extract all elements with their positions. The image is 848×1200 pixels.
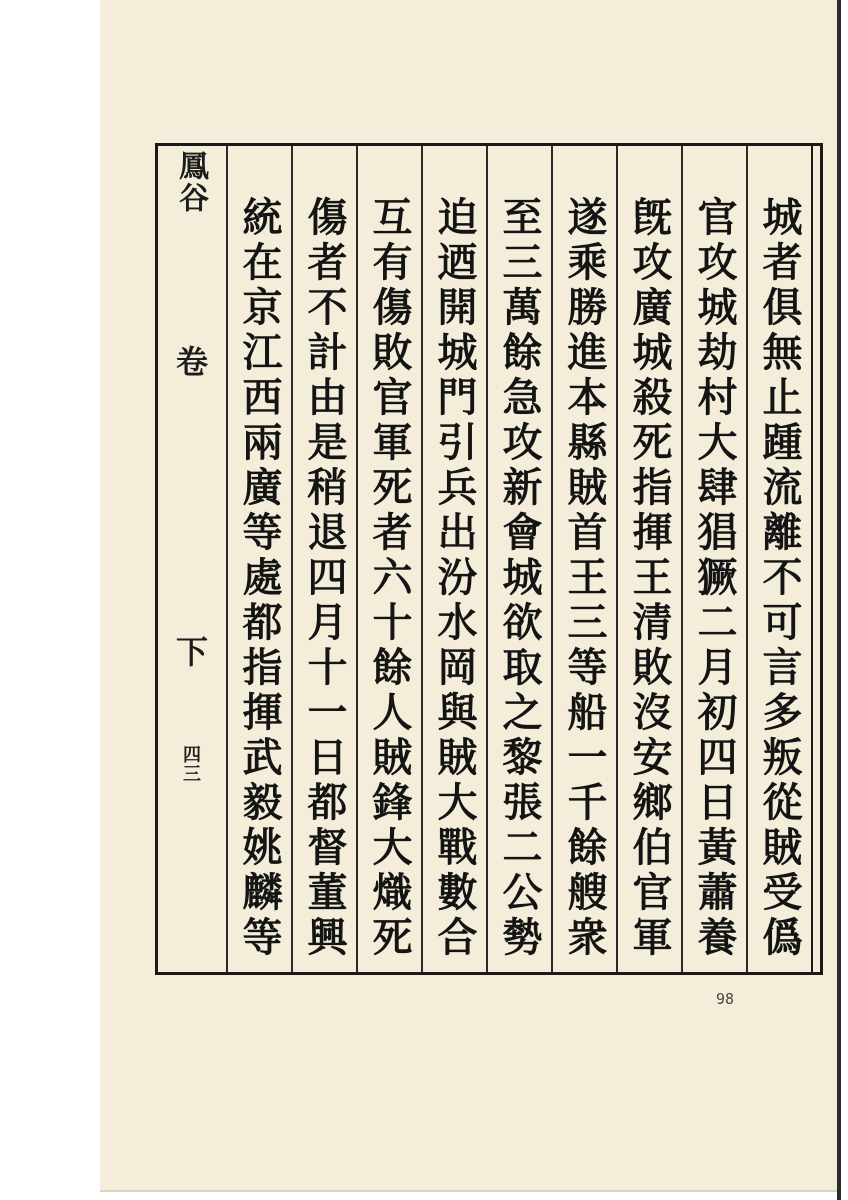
margin-folio-number: 四三 xyxy=(180,745,201,783)
margin-juan: 卷 xyxy=(171,345,209,377)
frame-right-border xyxy=(820,143,823,975)
text-column: 迫迺開城門引兵出汾水岡與賊大戰數合 xyxy=(431,196,478,961)
text-column: 城者俱無止踵流離不可言多叛從賊受僞 xyxy=(756,196,803,961)
text-column: 互有傷敗官軍死者六十餘人賊鋒大熾死 xyxy=(366,196,413,961)
paper-bottom-edge xyxy=(100,1190,837,1192)
text-column: 統在京江西兩廣等處都指揮武毅姚麟等 xyxy=(236,196,283,961)
frame-bottom-border xyxy=(155,972,823,975)
text-column: 遂乘勝進本縣賊首王三等船一千餘艘衆 xyxy=(561,196,608,961)
text-column: 至三萬餘急攻新會城欲取之黎張二公勢 xyxy=(496,196,543,961)
text-column: 傷者不計由是稍退四月十一日都督董興 xyxy=(301,196,348,961)
margin-title: 鳳谷 xyxy=(173,150,208,214)
page-number: 98 xyxy=(716,990,735,1008)
margin-section: 下 xyxy=(171,635,209,667)
text-column: 官攻城劫村大肆猖獗二月初四日黃蕭養 xyxy=(691,196,738,961)
text-column: 旣攻廣城殺死指揮王清敗沒安鄉伯官軍 xyxy=(626,196,673,961)
paper-edge xyxy=(837,0,841,1200)
frame-top-border xyxy=(155,143,823,146)
frame-left-border xyxy=(155,143,158,975)
